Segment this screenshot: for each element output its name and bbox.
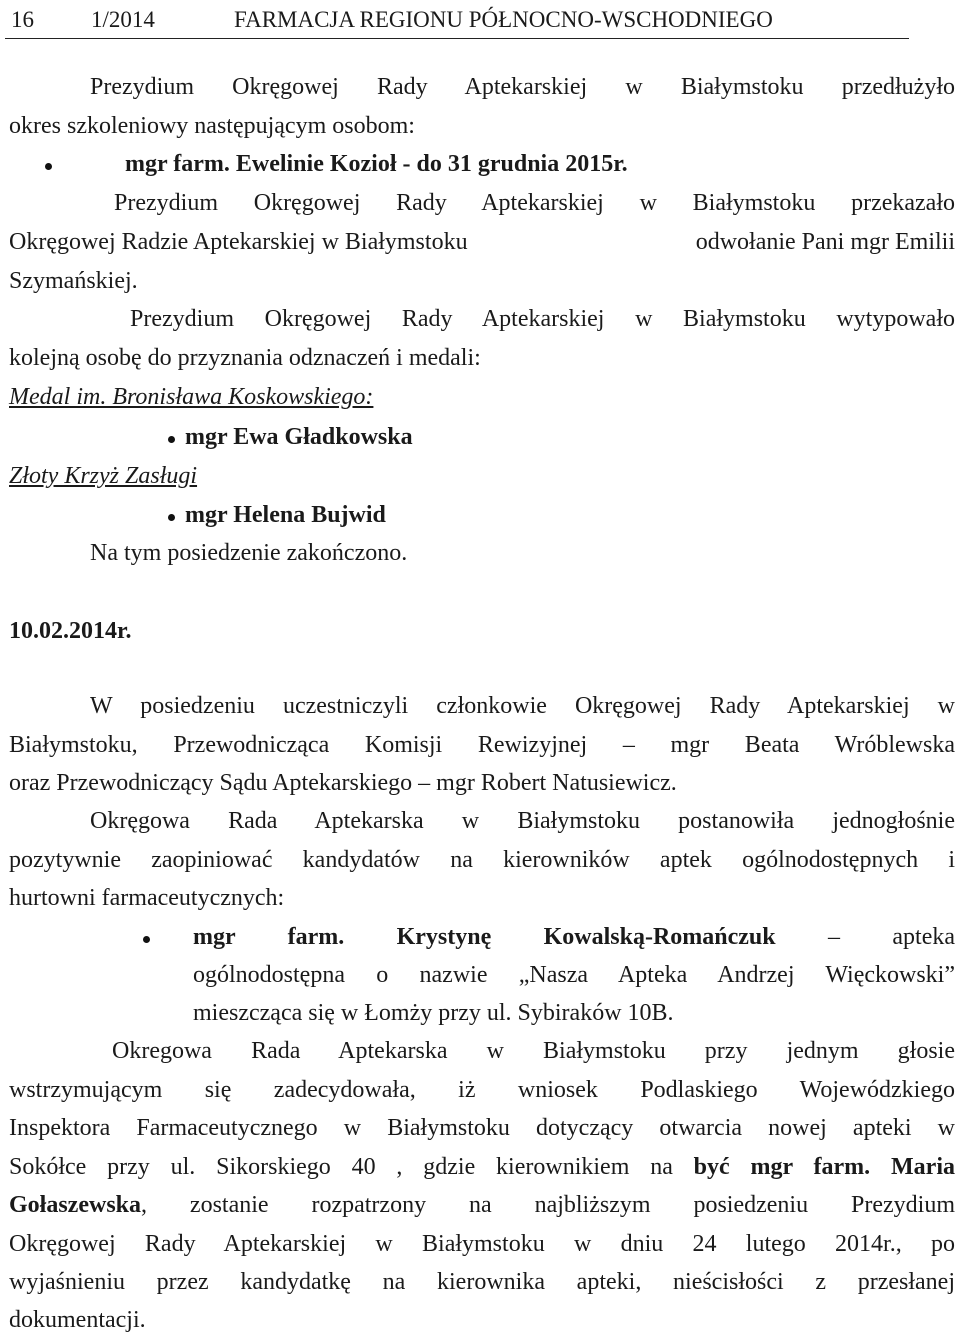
paragraph-line: Gołaszewska, zostanie rozpatrzony na najbliższym posiedzeniu Prezydium	[9, 1192, 955, 1218]
bullet-icon	[143, 936, 150, 943]
paragraph-line: dokumentacji.	[9, 1307, 146, 1333]
paragraph-line: Prezydium Okręgowej Rady Aptekarskiej w Białymstoku przedłużyło	[90, 74, 955, 100]
paragraph-line: wyjaśnieniu przez kandydatkę na kierownika apteki, nieścisłości z przesłanej	[9, 1269, 955, 1295]
paragraph-line: Inspektora Farmaceutycznego w Białymstoku dotyczący otwarcia nowej apteki w	[9, 1115, 955, 1141]
paragraph-line: Okręgowej Radzie Aptekarskiej w Białymstoku odwołanie Pani mgr Emilii	[9, 229, 955, 255]
closing-line: Na tym posiedzenie zakończono.	[90, 540, 408, 566]
bullet-icon	[168, 514, 175, 521]
cross-heading: Złoty Krzyż Zasługi	[9, 463, 198, 489]
paragraph-line: Okręgowa Rada Aptekarska w Białymstoku postanowiła jednogłośnie	[90, 808, 955, 834]
paragraph-line: okres szkoleniowy następującym osobom:	[9, 113, 415, 139]
paragraph-line: Sokółce przy ul. Sikorskiego 40 , gdzie kierownikiem na być mgr farm. Maria	[9, 1154, 955, 1180]
paragraph-line: kolejną osobę do przyznania odznaczeń i medali:	[9, 345, 481, 371]
paragraph-line: pozytywnie zaopiniować kandydatów na kierowników aptek ogólnodostępnych i	[9, 847, 955, 873]
paragraph-line: Białymstoku, Przewodnicząca Komisji Rewizyjnej – mgr Beata Wróblewska	[9, 732, 955, 758]
paragraph-line: W posiedzeniu uczestniczyli członkowie Okręgowej Rady Aptekarskiej w	[90, 693, 955, 719]
bullet-icon	[45, 163, 52, 170]
page-number: 16	[11, 7, 34, 32]
paragraph-line: wstrzymującym się zadecydowała, iż wniosek Podlaskiego Wojewódzkiego	[9, 1077, 955, 1103]
bullet-item-line: ogólnodostępna o nazwie „Nasza Apteka Andrzej Więckowski”	[193, 962, 955, 988]
journal-title: FARMACJA REGIONU PÓŁNOCNO-WSCHODNIEGO	[234, 7, 773, 32]
paragraph-line: Prezydium Okręgowej Rady Aptekarskiej w Białymstoku wytypowało	[130, 306, 955, 332]
bullet-icon	[168, 436, 175, 443]
meeting-date: 10.02.2014r.	[9, 618, 132, 644]
paragraph-line: Okręgowej Rady Aptekarskiej w Białymstoku w dniu 24 lutego 2014r., po	[9, 1231, 955, 1257]
bullet-item-line: mieszcząca się w Łomży przy ul. Sybiraków 10B.	[193, 1000, 674, 1026]
paragraph-line: Szymańskiej.	[9, 268, 138, 294]
issue-number: 1/2014	[91, 7, 155, 32]
paragraph-line: hurtowni farmaceutycznych:	[9, 885, 285, 911]
paragraph-line: Okregowa Rada Aptekarska w Białymstoku przy jednym głosie	[112, 1038, 955, 1064]
cross-recipient: mgr Helena Bujwid	[185, 502, 386, 528]
medal-heading: Medal im. Bronisława Koskowskiego:	[9, 384, 374, 410]
bullet-item: mgr farm. Ewelinie Kozioł - do 31 grudnia 2015r.	[125, 151, 628, 177]
paragraph-line: Prezydium Okręgowej Rady Aptekarskiej w Białymstoku przekazało	[114, 190, 955, 216]
medal-recipient: mgr Ewa Gładkowska	[185, 424, 413, 450]
paragraph-line: oraz Przewodniczący Sądu Aptekarskiego – mgr Robert Natusiewicz.	[9, 770, 677, 796]
running-header	[5, 2, 909, 39]
bullet-item: mgr farm. Krystynę Kowalską-Romańczuk – apteka	[193, 924, 956, 950]
